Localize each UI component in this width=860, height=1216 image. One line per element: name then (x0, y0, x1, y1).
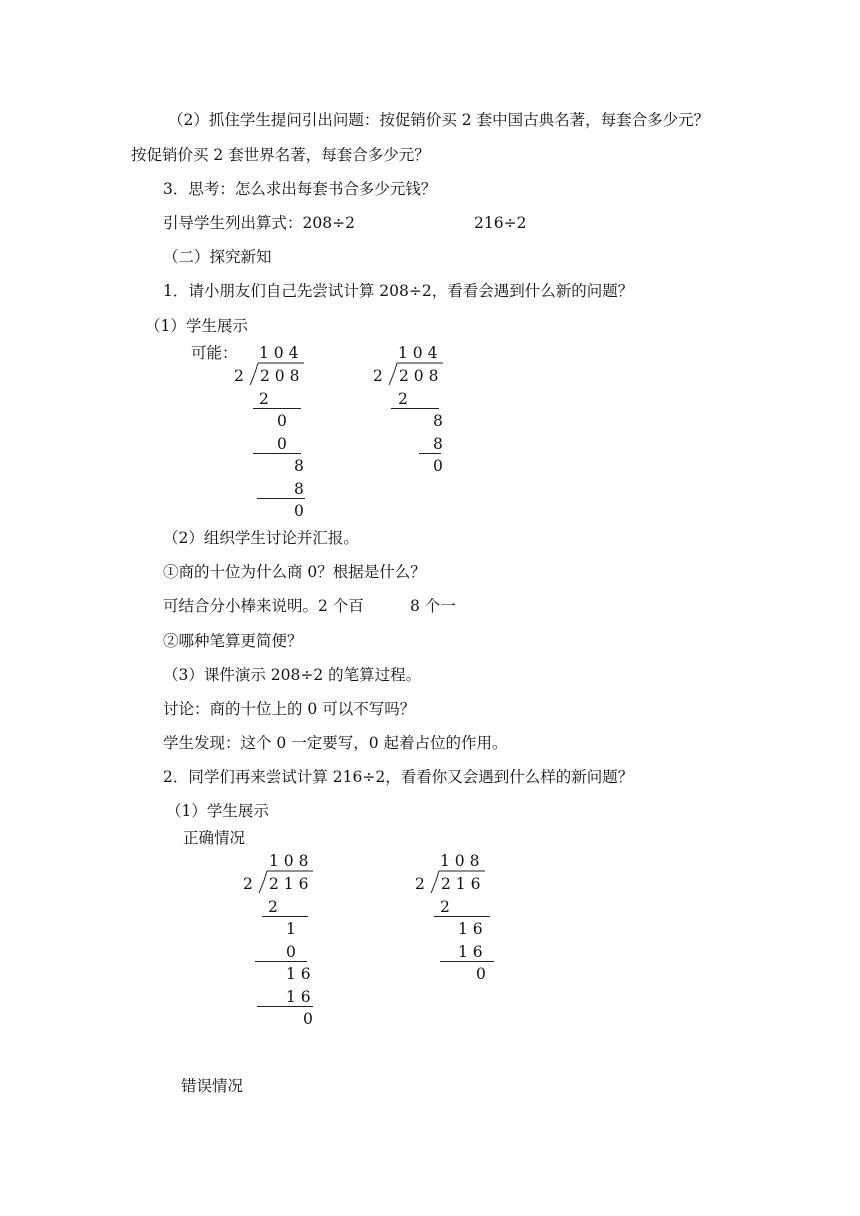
text-line: ②哪种笔算更简便？ (163, 632, 303, 650)
divisor: 2 (243, 875, 253, 893)
text-label: 错误情况 (181, 1077, 244, 1095)
quotient: 1 0 8 (269, 852, 309, 870)
text-line: （2）抓住学生提问引出问题：按促销价买 2 套中国古典名著，每套合多少元？ (168, 111, 710, 129)
remainder-value: 0 (277, 412, 287, 430)
divider-line (391, 408, 439, 409)
text-line: 8 个一 (410, 597, 456, 615)
text-line: 引导学生列出算式：208÷2 (163, 214, 355, 232)
quotient: 1 0 4 (259, 344, 299, 362)
text-line: 按促销价买 2 套世界名著，每套合多少元？ (131, 146, 430, 164)
divisor: 2 (415, 875, 425, 893)
remainder-value: 8 (433, 412, 443, 430)
text-line: 1．请小朋友们自己先尝试计算 208÷2，看看会遇到什么新的问题？ (163, 282, 634, 300)
divider-line (253, 453, 301, 454)
text-line: ①商的十位为什么商 0？根据是什么？ (163, 563, 426, 581)
subtract-value: 0 (277, 435, 287, 453)
subtract-value: 8 (433, 435, 443, 453)
divider-line (253, 408, 301, 409)
subtract-value: 2 (268, 898, 278, 916)
divider-line (434, 916, 490, 917)
text-line: 学生发现：这个 0 一定要写，0 起着占位的作用。 (163, 734, 508, 752)
remainder-value: 0 (294, 502, 304, 520)
divider-line (262, 916, 308, 917)
divider-line (257, 1006, 313, 1007)
text-line: （1）学生展示 (166, 802, 269, 820)
text-label: 可能： (191, 344, 238, 362)
divisor: 2 (373, 367, 383, 385)
remainder-value: 1 6 (458, 920, 483, 938)
divider-line (255, 961, 307, 962)
text-line: 可结合分小棒来说明。2 个百 (163, 597, 364, 615)
dividend: 2 1 6 (269, 875, 309, 893)
quotient: 1 0 4 (398, 344, 438, 362)
subtract-value: 0 (286, 943, 296, 961)
subtract-value: 2 (398, 390, 408, 408)
remainder-value: 1 (286, 920, 296, 938)
dividend: 2 0 8 (399, 367, 439, 385)
subtract-value: 2 (440, 898, 450, 916)
remainder-value: 0 (433, 457, 443, 475)
subtract-value: 1 6 (286, 988, 311, 1006)
text-line: 3．思考：怎么求出每套书合多少元钱？ (163, 180, 437, 198)
text-line: （1）学生展示 (145, 317, 248, 335)
text-label: 正确情况 (183, 829, 246, 847)
text-line: （2）组织学生讨论并汇报。 (163, 529, 359, 547)
section-heading: （二）探究新知 (163, 248, 272, 266)
subtract-value: 8 (294, 480, 304, 498)
divisor: 2 (234, 367, 244, 385)
remainder-value: 0 (476, 965, 486, 983)
divider-line (419, 453, 441, 454)
subtract-value: 1 6 (458, 943, 483, 961)
dividend: 2 0 8 (260, 367, 300, 385)
remainder-value: 8 (294, 457, 304, 475)
dividend: 2 1 6 (441, 875, 481, 893)
remainder-value: 0 (303, 1010, 313, 1028)
divider-line (257, 498, 305, 499)
remainder-value: 1 6 (286, 965, 311, 983)
quotient: 1 0 8 (440, 852, 480, 870)
divider-line (440, 961, 494, 962)
text-line: 讨论：商的十位上的 0 可以不写吗？ (163, 700, 416, 718)
subtract-value: 2 (259, 390, 269, 408)
text-line: （3）课件演示 208÷2 的笔算过程。 (163, 666, 422, 684)
text-line: 216÷2 (474, 214, 527, 232)
text-line: 2．同学们再来尝试计算 216÷2，看看你又会遇到什么样的新问题？ (163, 768, 634, 786)
